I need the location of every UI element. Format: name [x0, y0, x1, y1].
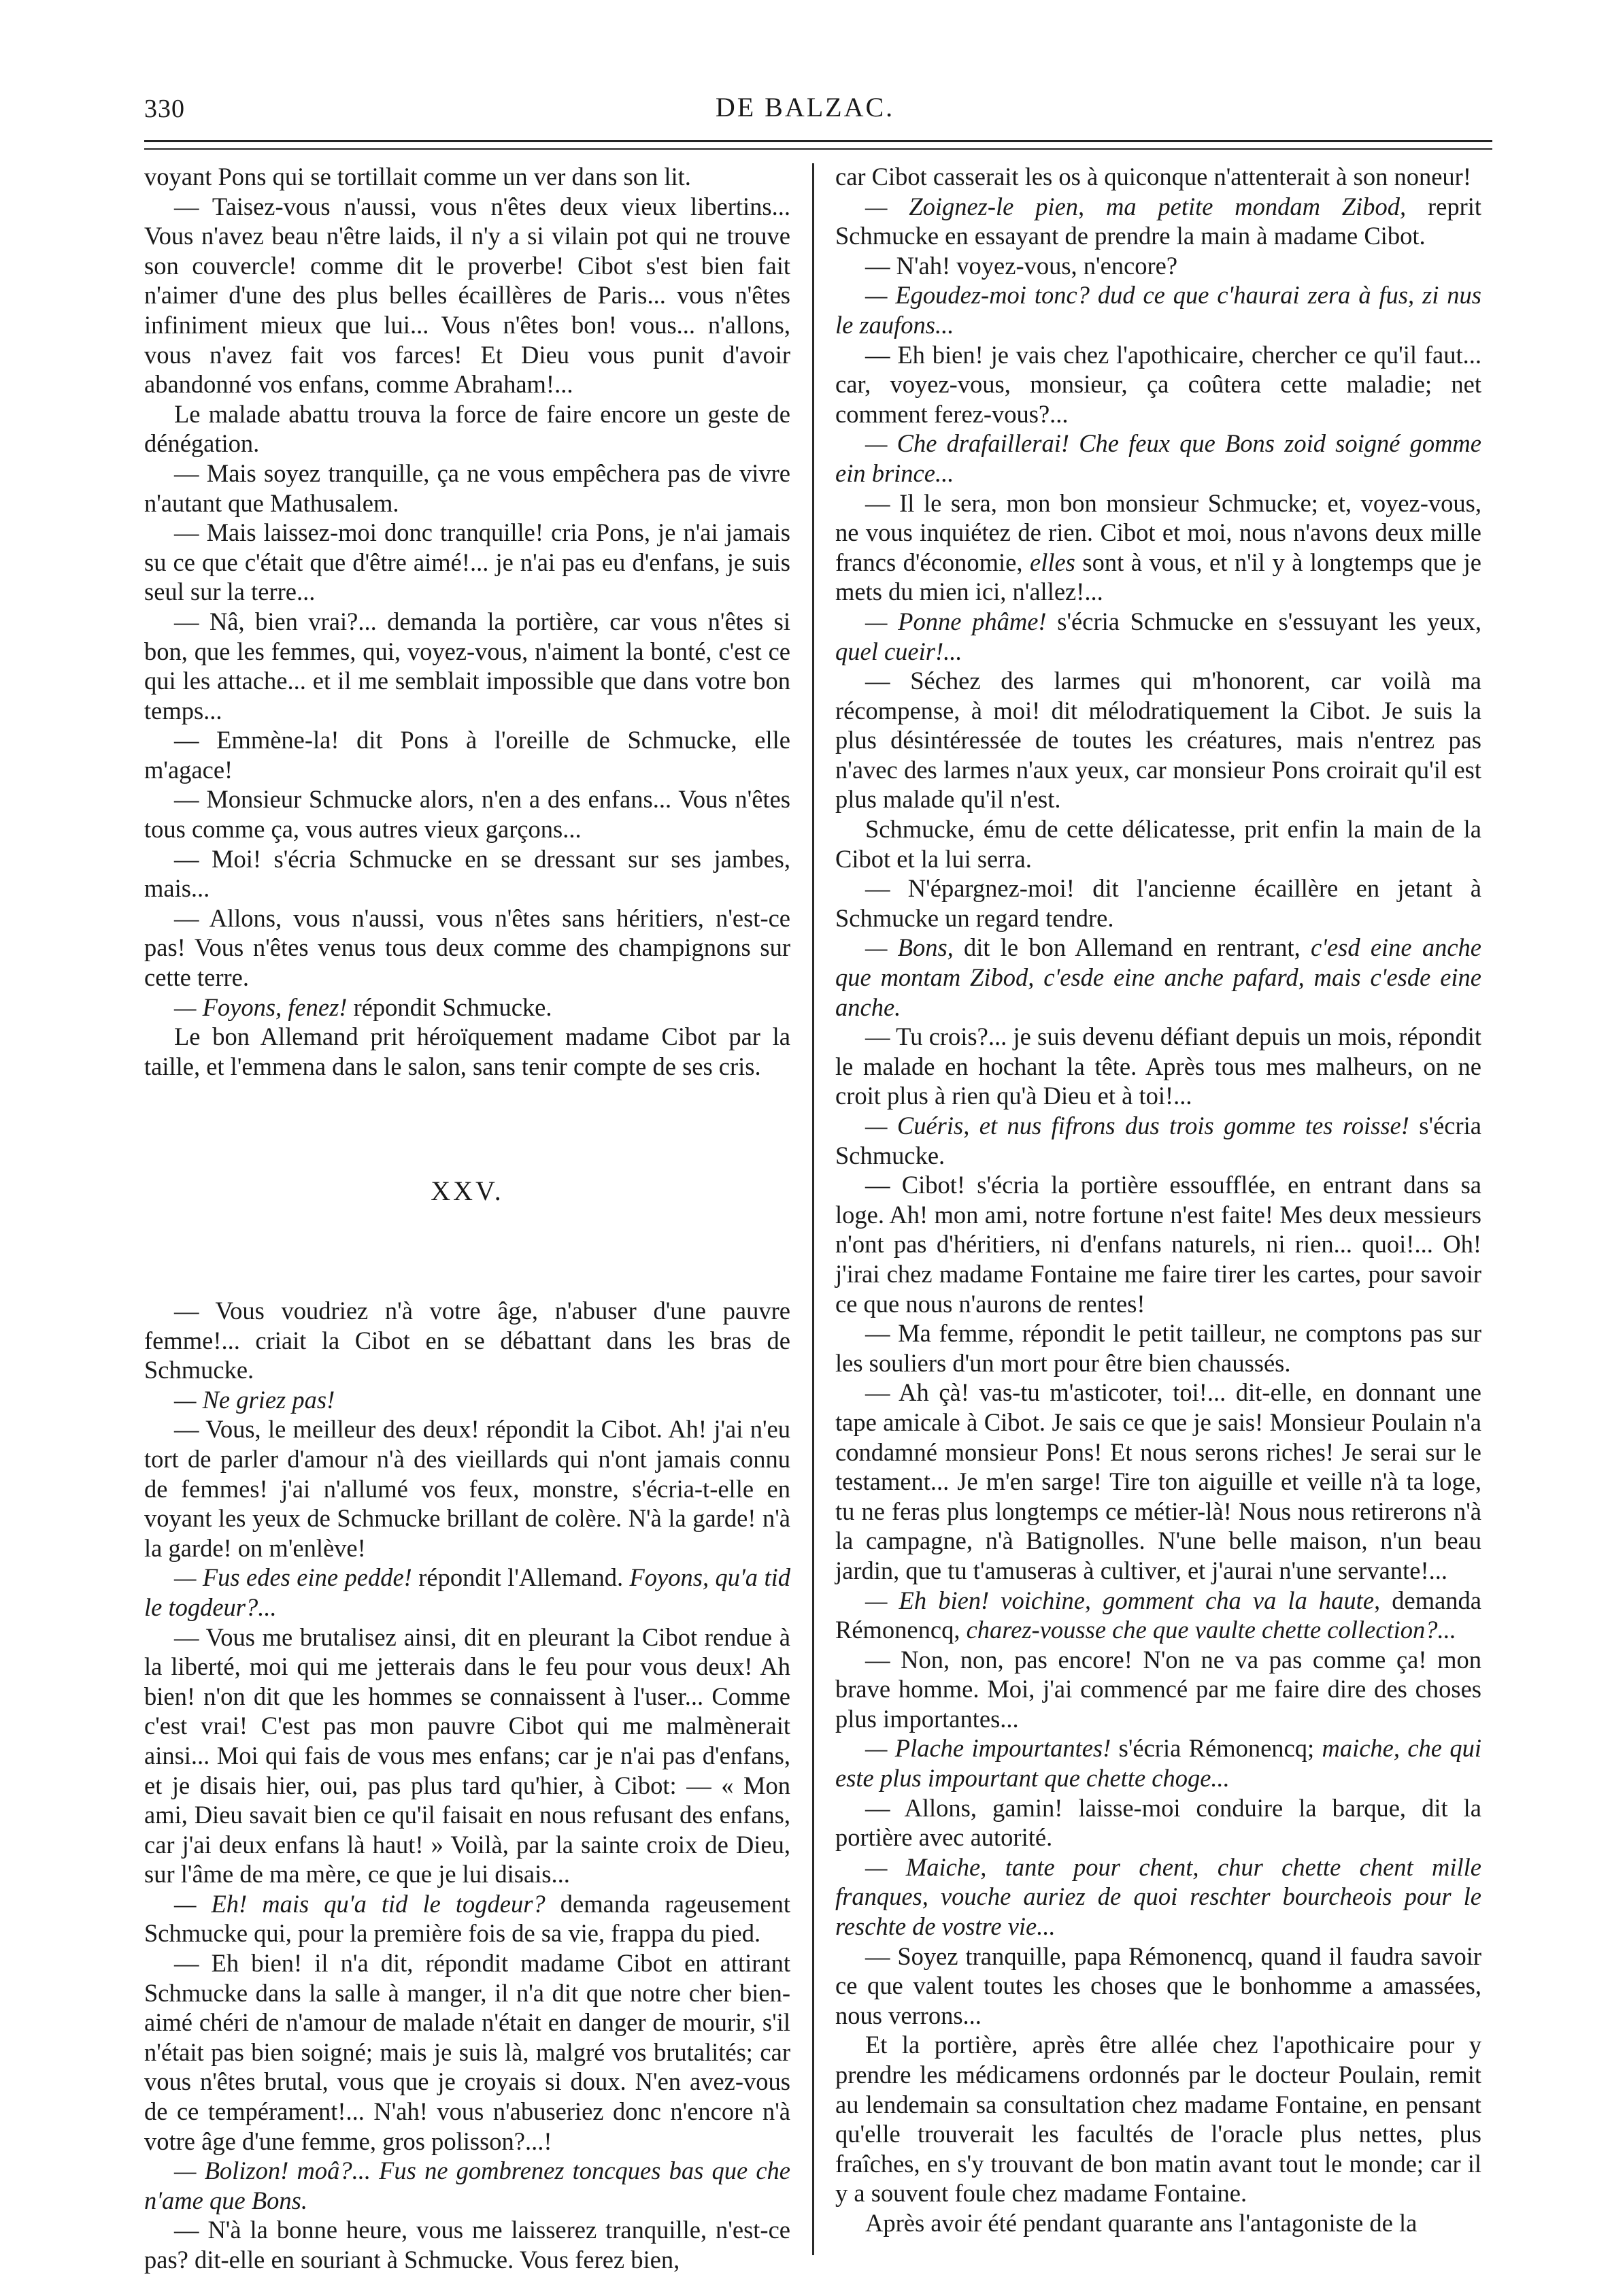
paragraph: Le malade abattu trouva la force de faire encore un geste de dénégation.: [144, 399, 790, 458]
chapter-heading: XXV.: [431, 1176, 504, 1207]
paragraph: — Monsieur Schmucke alors, n'en a des enfans... Vous n'êtes tous comme ça, vous autres vieux garçons...: [144, 785, 790, 844]
paragraph: — Tu crois?... je suis devenu défiant depuis un mois, répondit le malade en hochant la tête. Après tous mes malheurs, on ne croit plus à rien qu'à Dieu et à toi!...: [835, 1022, 1481, 1110]
running-title: DE BALZAC.: [715, 92, 895, 122]
paragraph: — Ne griez pas!: [174, 1385, 335, 1414]
paragraph: — Che drafaillerai! Che feux que Bons zoid soigné gomme ein brince...: [835, 429, 1481, 487]
page-header: [0, 87, 1610, 135]
paragraph: — Bolizon! moâ?... Fus ne gombrenez toncques bas que che n'ame que Bons.: [144, 2157, 790, 2214]
paragraph: Et la portière, après être allée chez l'apothicaire pour y prendre les médicamens ordonnés par le docteur Poulain, remit au lendemain sa consultation chez madame Fontaine, en pensant qu'elle trouverait les facultés de l'oracle plus nettes, plus fraîches, en s'y trouvant de bon matin avant tout le monde; car il y a souvent foule chez madame Fontaine.: [835, 2031, 1481, 2208]
paragraph: Schmucke, ému de cette délicatesse, prit enfin la main de la Cibot et la lui serra.: [835, 815, 1481, 873]
narration: demanda rageusement Schmucke qui, pour la première fois de sa vie, frappa du pied.: [144, 1889, 790, 1948]
paragraph: — Emmène-la! dit Pons à l'oreille de Schmucke, elle m'agace!: [144, 726, 790, 784]
paragraph: — Allons, vous n'aussi, vous n'êtes sans héritiers, n'est-ce pas! Vous n'êtes venus tous deux comme des champignons sur cette terre.: [144, 903, 790, 992]
paragraph: — Cibot! s'écria la portière essoufflée, en entrant dans sa loge. Ah! mon ami, notre fortune n'est faite! Mes deux messieurs n'ont pas d'héritiers, ni d'enfans naturels, ni rien... quoi!... Oh! j'irai chez madame Fontaine me faire tirer les cartes, pour savoir ce que nous n'aurons de rentes!: [835, 1171, 1481, 1318]
paragraph: — Séchez des larmes qui m'honorent, car voilà ma récompense, à moi! dit mélodratiquement la Cibot. Je suis la plus désintéressée de toutes les créatures, mais n'entrez pas n'avec des larmes n'aux yeux, car monsieur Pons croirait qu'il est plus malade qu'il n'est.: [835, 667, 1481, 814]
paragraph: — Maiche, tante pour chent, chur chette chent mille franques, vouche auriez de quoi reschter bourcheois pour le reschte de vostre vie...: [835, 1852, 1481, 1941]
paragraph: — N'ah! voyez-vous, n'encore?: [865, 251, 1178, 280]
left-column: [144, 162, 790, 2275]
emphasis: elles: [1030, 548, 1075, 576]
paragraph: — Nâ, bien vrai?... demanda la portière, car vous n'êtes si bon, que les femmes, qui, voyez-vous, n'aiment la bonté, c'est ce qui les attache... et il me semblait impossible que dans votre bon temps...: [144, 607, 790, 725]
paragraph: — Mais laissez-moi donc tranquille! cria Pons, je n'ai jamais su ce que c'était que d'être aimé!... je n'ai pas eu d'enfans, je suis seul sur la terre...: [144, 518, 790, 606]
dialect-speech: — Foyons, fenez!: [174, 993, 348, 1021]
paragraph: car Cibot casserait les os à quiconque n'attenterait à son noneur!: [835, 163, 1471, 190]
right-column: [835, 162, 1481, 2238]
dialect-speech: c'esd eine anche que montam Zibod, c'esde eine anche pafard, mais c'esde eine anche.: [835, 933, 1481, 1021]
paragraph: — Mais soyez tranquille, ça ne vous empêchera pas de vivre n'autant que Mathusalem.: [144, 459, 790, 517]
dialect-speech: — Cuéris, et nus fifrons dus trois gomme tes roisse!: [865, 1112, 1409, 1139]
paragraph: [144, 1889, 790, 1948]
paragraph: — Taisez-vous n'aussi, vous n'êtes deux vieux libertins... Vous n'avez beau n'être laids, il n'y a si vilain pot qui ne trouve son couvercle! comme dit le proverbe! Cibot s'est bien fait n'aimer d'une des plus belles écaillères de Paris... vous n'êtes infiniment mieux que lui... Vous n'êtes bon! vous... n'allons, vous n'avez fait vos farces! Et Dieu vous punit d'avoir abandonné vos enfans, comme Abraham!...: [144, 192, 790, 399]
paragraph: — N'à la bonne heure, vous me laisserez tranquille, n'est-ce pas? dit-elle en souriant à Schmucke. Vous ferez bien,: [144, 2216, 790, 2274]
paragraph: [835, 192, 1481, 251]
dialect-speech: maiche, che qui este plus impourtant que chette choge...: [835, 1734, 1481, 1793]
paragraph: [835, 1733, 1481, 1793]
paragraph: [835, 933, 1481, 1022]
paragraph: Le bon Allemand prit héroïquement madame Cibot par la taille, et l'emmena dans le salon, sans tenir compte de ses cris.: [144, 1022, 790, 1080]
dialect-speech: quel cueir!...: [835, 637, 962, 665]
narration: — Il le sera, mon bon monsieur Schmucke; et, voyez-vous, ne vous inquiétez de rien. Cibot et moi, nous n'avons deux mille francs d'économie,: [835, 488, 1481, 576]
paragraph: — Soyez tranquille, papa Rémonencq, quand il faudra savoir ce que valent toutes les choses que le bonhomme a amassées, nous verrons...: [835, 1942, 1481, 2029]
narration: s'écria Schmucke en s'essuyant les yeux,: [1046, 607, 1481, 635]
dialect-speech: Foyons, qu'a tid le togdeur?...: [144, 1563, 790, 1621]
narration: s'écria Schmucke.: [835, 1112, 1481, 1169]
paragraph: — Ma femme, répondit le petit tailleur, ne comptons pas sur les souliers d'un mort pour être bien chaussés.: [835, 1319, 1481, 1377]
page-number: 330: [144, 95, 185, 123]
paragraph: [144, 993, 790, 1022]
paragraph: — Ah çà! vas-tu m'asticoter, toi!... dit-elle, en donnant une tape amicale à Cibot. Je sais ce que je sais! Monsieur Poulain n'a condamné monsieur Pons! Et nous serons riches! Je serai sur le testament... Je m'en sarge! Tire ton aiguille et veille n'à ta loge, tu ne feras plus longtemps ce métier-là! Nous nous retirerons n'à la campagne, n'à Batignolles. N'une belle maison, n'un beau jardin, que tu t'amuseras à cultiver, et j'aurai n'une servante!...: [835, 1378, 1481, 1584]
paragraph: [835, 488, 1481, 607]
narration: reprit Schmucke en essayant de prendre la main à madame Cibot.: [835, 192, 1481, 250]
narration: répondit Schmucke.: [347, 993, 552, 1021]
paragraph: — Egoudez-moi tonc? dud ce que c'haurai zera à fus, zi nus le zaufons...: [835, 281, 1481, 339]
paragraph: voyant Pons qui se tortillait comme un ver dans son lit.: [144, 163, 691, 190]
header-rule: [144, 140, 1492, 150]
paragraph: — N'épargnez-moi! dit l'ancienne écaillère en jetant à Schmucke un regard tendre.: [835, 874, 1481, 932]
narration: sont à vous, et n'il y à longtemps que je mets du mien ici, n'allez!...: [835, 548, 1481, 606]
dialect-speech: — Ponne phâme!: [865, 607, 1047, 635]
paragraph: — Non, non, pas encore! N'on ne va pas comme ça! mon brave homme. Moi, j'ai commencé par me faire dire des choses plus importantes...: [835, 1645, 1481, 1733]
paragraph: — Vous me brutalisez ainsi, dit en pleurant la Cibot rendue à la liberté, moi qui me jetterais dans le feu pour vous deux! Ah bien! n'on dit que les hommes se connaissent à l'user... Comme c'est vrai! C'est pas mon pauvre Cibot qui me malmènerait ainsi... Moi qui fais de vous mes enfans; car je n'ai pas d'enfans, et je disais hier, oui, pas plus tard qu'hier, à Cibot: — « Mon ami, Dieu savait bien ce qu'il faisait en nous refusant des enfans, car j'ai deux enfans là haut! » Voilà, par la sainte croix de Dieu, sur l'âme de ma mère, ce que je lui disais...: [144, 1623, 790, 1889]
narration: demanda Rémonencq,: [835, 1586, 1482, 1644]
paragraph: — Vous voudriez n'à votre âge, n'abuser d'une pauvre femme!... criait la Cibot en se débattant dans les bras de Schmucke.: [144, 1297, 790, 1384]
paragraph: [835, 1586, 1481, 1645]
paragraph: — Allons, gamin! laisse-moi conduire la barque, dit la portière avec autorité.: [835, 1793, 1481, 1852]
paragraph: [144, 1563, 790, 1622]
paragraph: — Eh bien! il n'a dit, répondit madame Cibot en attirant Schmucke dans la salle à manger, il n'a dit que notre cher bien-aimé chéri de n'amour de malade n'était en danger de mourir, s'il n'était pas bien soigné; mais je suis là, malgré vos brutalités; car vous n'êtes brutal, vous que je croyais si doux. N'en avez-vous de ce tempérament!... N'ah! vous n'abuseriez donc n'encore n'à votre âge d'une femme, gros polisson?...!: [144, 1949, 790, 2155]
dialect-speech: — Zoignez-le pien, ma petite mondam Zibod,: [865, 192, 1407, 220]
paragraph: — Vous, le meilleur des deux! répondit la Cibot. Ah! j'ai n'eu tort de parler d'amour n'à des vieillards qui n'ont jamais connu de femmes! j'ai n'allumé vos feux, monstre, s'écria-t-elle en voyant les yeux de Schmucke brillant de colère. N'à la garde! n'à la garde! on m'enlève!: [144, 1415, 790, 1562]
paragraph: [835, 1111, 1481, 1170]
narration: dit le bon Allemand en rentrant,: [953, 933, 1311, 962]
dialect-speech: charez-vousse che que vaulte chette collection?...: [966, 1616, 1456, 1644]
dialect-speech: — Fus edes eine pedde!: [174, 1563, 412, 1592]
paragraph: — Eh bien! je vais chez l'apothicaire, chercher ce qu'il faut... car, voyez-vous, monsieur, ça coûtera cette maladie; net comment ferez-vous?...: [835, 340, 1481, 428]
paragraph: — Moi! s'écria Schmucke en se dressant sur ses jambes, mais...: [144, 844, 790, 903]
dialect-speech: — Eh bien! voichine, gomment cha va la haute,: [865, 1586, 1381, 1614]
narration: répondit l'Allemand.: [412, 1563, 630, 1592]
column-divider: [812, 163, 814, 2255]
narration: s'écria Rémonencq;: [1111, 1734, 1322, 1763]
dialect-speech: — Bons,: [865, 933, 954, 962]
dialect-speech: — Eh! mais qu'a tid le togdeur?: [174, 1889, 546, 1918]
dialect-speech: — Plache impourtantes!: [865, 1734, 1111, 1763]
paragraph: [835, 607, 1481, 666]
paragraph: Après avoir été pendant quarante ans l'antagoniste de la: [865, 2208, 1418, 2237]
